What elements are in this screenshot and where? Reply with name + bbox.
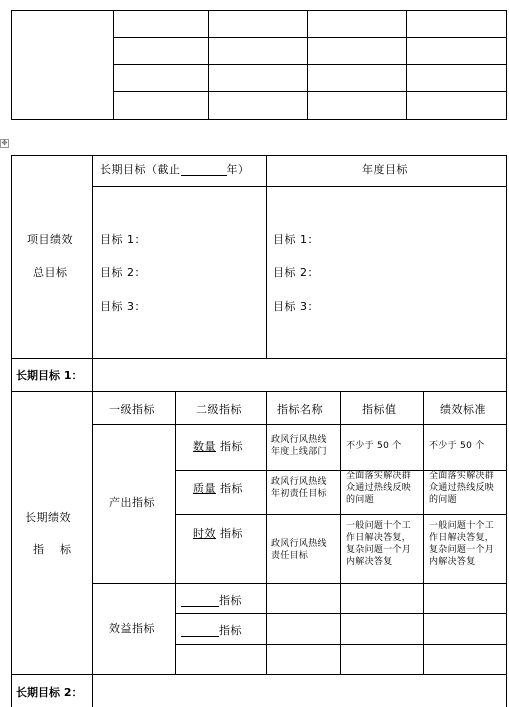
annual-target-item: 目标 1： bbox=[273, 233, 319, 246]
indicator-name-cell: 政风行风热线年度上线部门 bbox=[271, 435, 327, 457]
long-term-goal-1-label: 长期目标 1： bbox=[16, 369, 83, 382]
indicator-label-line1: 长期绩效 bbox=[25, 511, 71, 524]
indicator-label-line2: 指 标 bbox=[33, 543, 72, 556]
overall-goal-label-line1: 项目绩效 bbox=[27, 233, 73, 246]
benefit-row-indicator: 指标 bbox=[181, 594, 242, 607]
performance-standard-cell: 一般问题十个工作日解决答复，复杂问题一个月内解决答复 bbox=[429, 521, 495, 567]
performance-standard-cell: 全面落实解决群众通过热线反映的问题 bbox=[429, 471, 495, 505]
header-level2: 二级指标 bbox=[196, 403, 242, 416]
long-term-target-header: 长期目标（截止 年） bbox=[100, 163, 250, 176]
benefit-indicator-label: 效益指标 bbox=[109, 622, 155, 635]
indicator-value-cell: 不少于 50 个 bbox=[346, 441, 402, 451]
header-indicator-name: 指标名称 bbox=[277, 403, 323, 416]
overall-goal-label-line2: 总目标 bbox=[33, 266, 68, 279]
annual-target-item: 目标 3： bbox=[273, 300, 319, 313]
level2-timeliness: 时效 指标 bbox=[193, 527, 243, 540]
move-handle-icon[interactable]: ✥ bbox=[1, 139, 8, 147]
header-level1: 一级指标 bbox=[109, 403, 155, 416]
indicator-name-cell: 政风行风热线年初责任目标 bbox=[271, 477, 327, 499]
header-performance-standard: 绩效标准 bbox=[440, 403, 486, 416]
indicator-value-cell: 一般问题十个工作日解决答复，复杂问题一个月内解决答复 bbox=[346, 521, 412, 567]
long-target-item: 目标 1： bbox=[100, 233, 146, 246]
long-term-goal-2-label: 长期目标 2： bbox=[16, 686, 83, 699]
performance-standard-cell: 不少于 50 个 bbox=[429, 441, 485, 451]
level2-quantity: 数量 指标 bbox=[193, 440, 243, 453]
long-target-item: 目标 3： bbox=[100, 300, 146, 313]
header-indicator-value: 指标值 bbox=[362, 403, 397, 416]
annual-target-item: 目标 2： bbox=[273, 266, 319, 279]
indicator-name-cell: 政风行风热线责任目标 bbox=[271, 539, 327, 561]
annual-target-header: 年度目标 bbox=[362, 163, 408, 176]
long-target-item: 目标 2： bbox=[100, 266, 146, 279]
level2-quality: 质量 指标 bbox=[193, 482, 243, 495]
indicator-value-cell: 全面落实解决群众通过热线反映的问题 bbox=[346, 471, 412, 505]
benefit-row-indicator: 指标 bbox=[181, 624, 242, 637]
output-indicator-label: 产出指标 bbox=[109, 496, 155, 509]
